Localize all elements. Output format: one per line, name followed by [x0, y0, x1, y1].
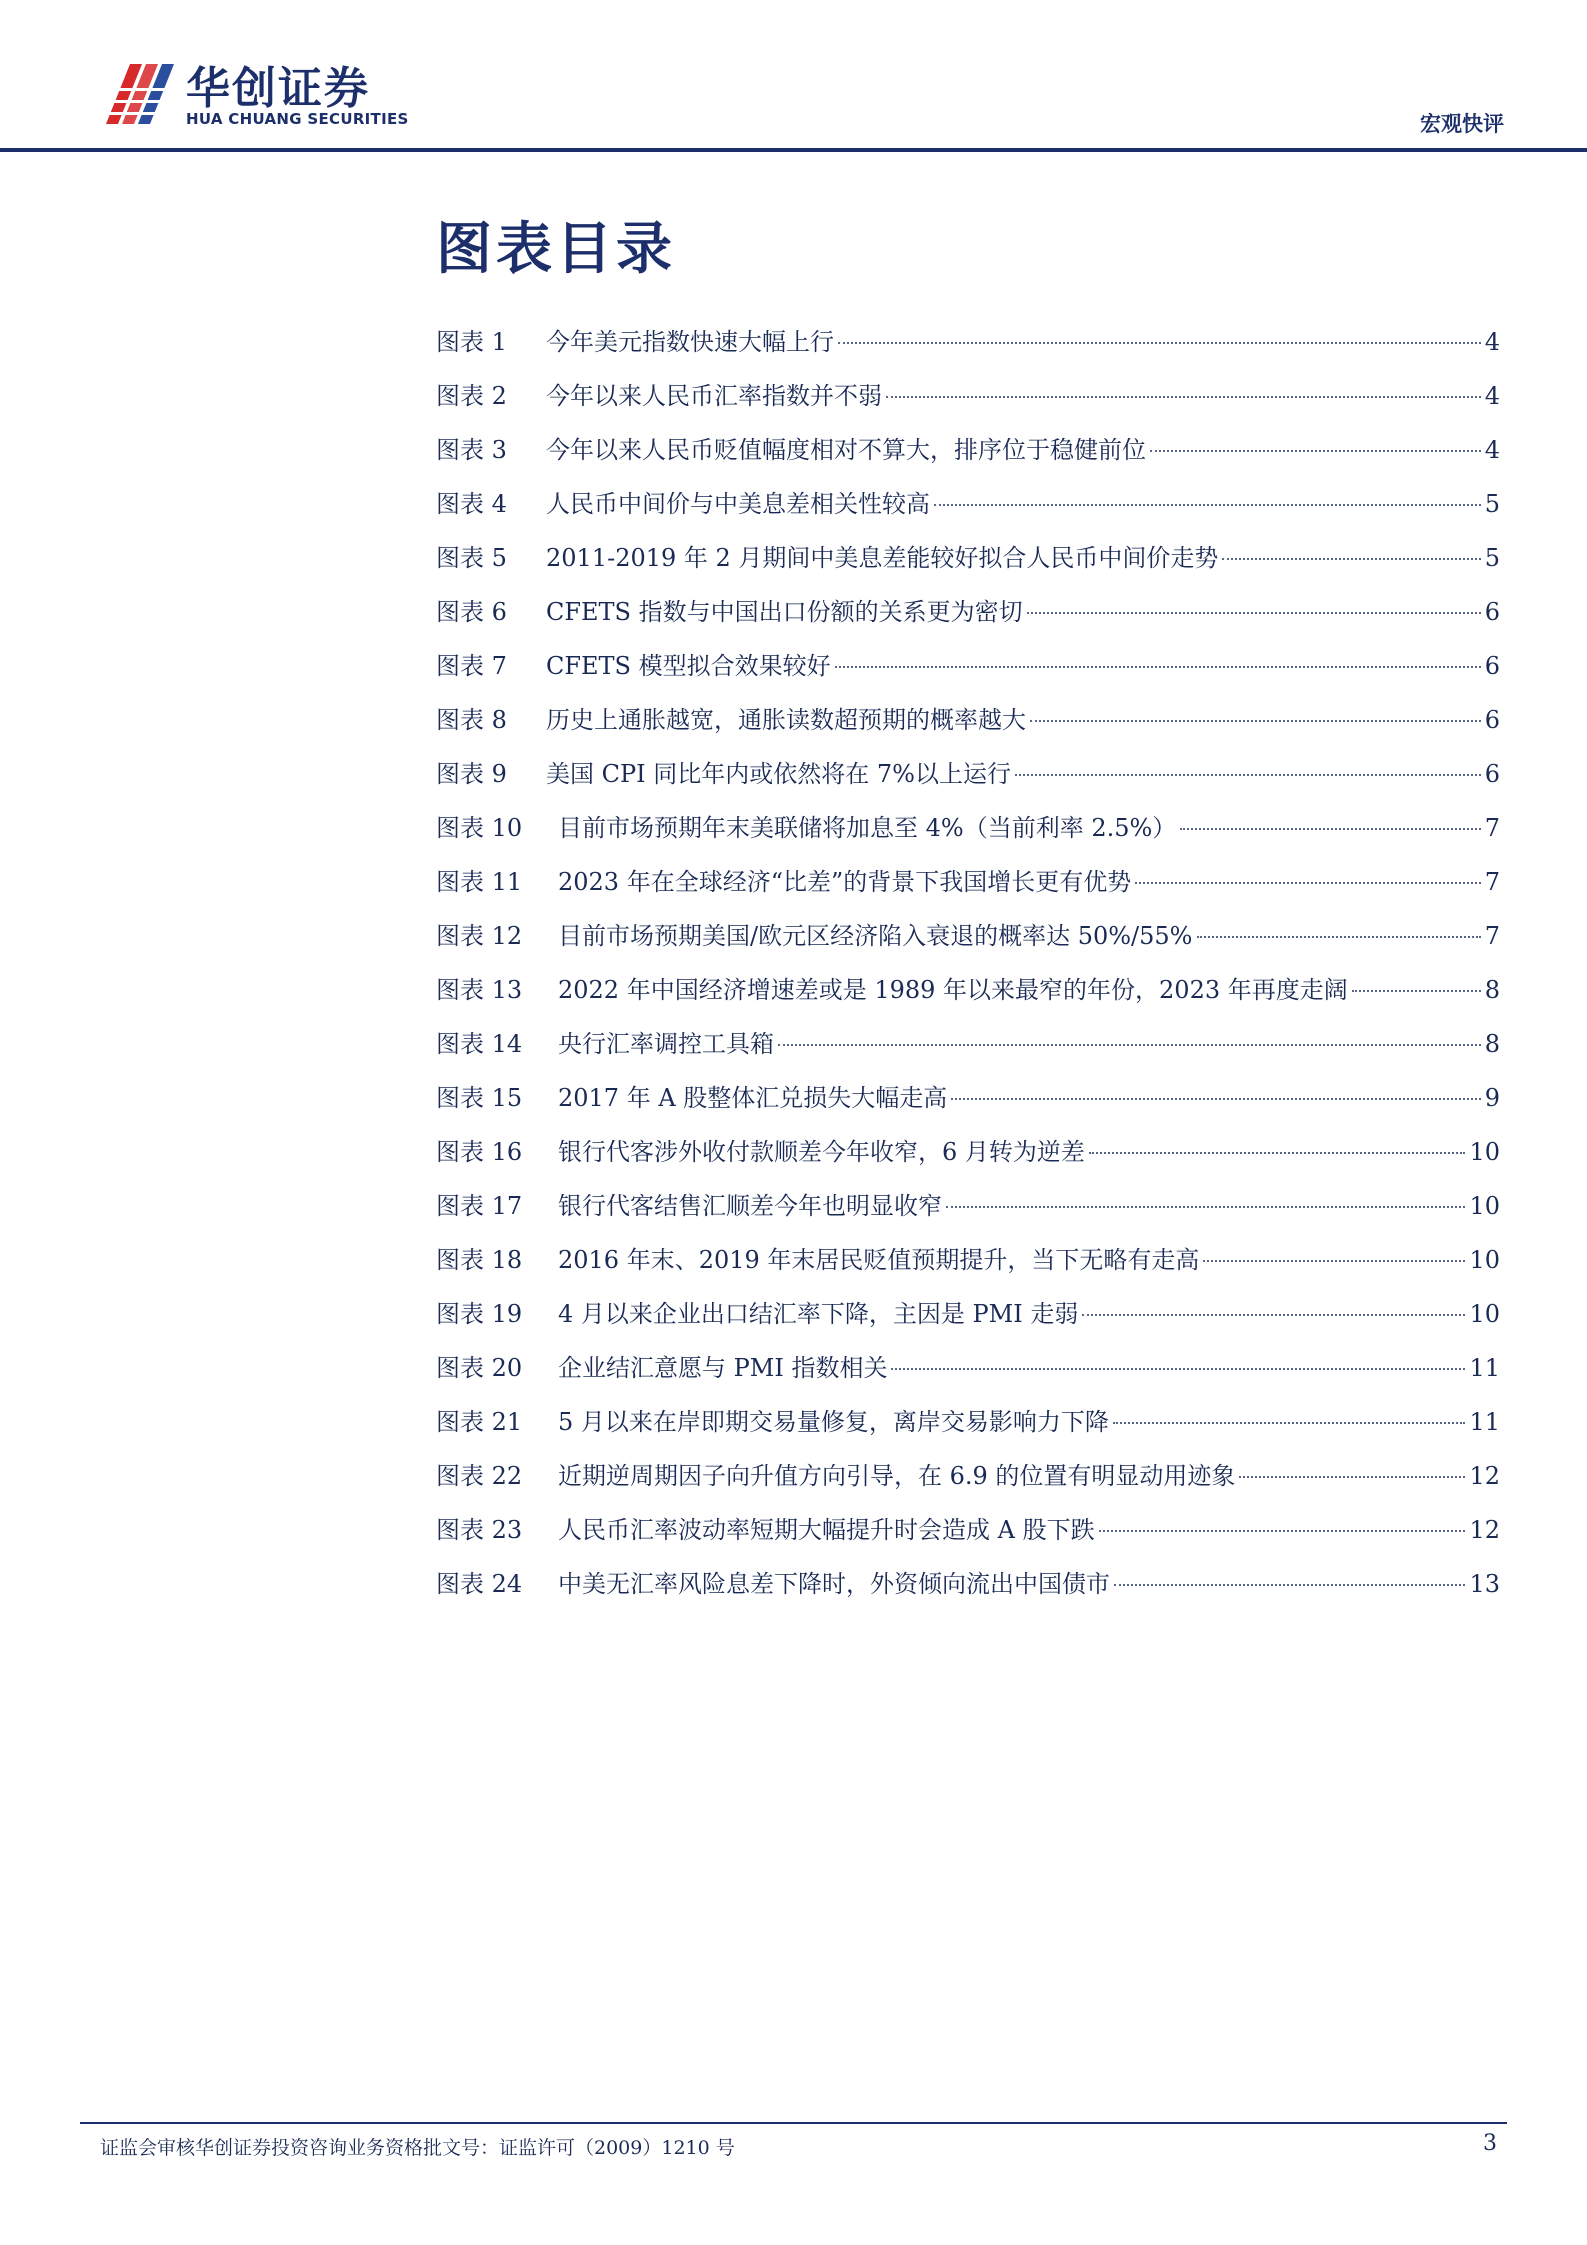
- toc-entry-page: 5: [1484, 544, 1500, 572]
- toc-entry[interactable]: [436, 1078, 1500, 1132]
- toc-leader-dots: [835, 666, 1481, 668]
- page-header: [0, 0, 1587, 160]
- toc-entry-label: 图表 24: [436, 1570, 523, 1598]
- toc-leader-dots: [886, 396, 1481, 398]
- toc-entry-text: 今年以来人民币汇率指数并不弱: [546, 382, 882, 410]
- toc-entry[interactable]: [436, 916, 1500, 970]
- toc-entry[interactable]: [436, 1510, 1500, 1564]
- toc-entry-text: 美国 CPI 同比年内或依然将在 7%以上运行: [546, 760, 1011, 788]
- toc-entry-page: 12: [1469, 1462, 1500, 1490]
- toc-entry-label: 图表 15: [436, 1084, 523, 1112]
- toc-entry-text: 今年美元指数快速大幅上行: [546, 328, 834, 356]
- toc-entry-page: 12: [1469, 1516, 1500, 1544]
- toc-entry-text: 今年以来人民币贬值幅度相对不算大，排序位于稳健前位: [546, 436, 1146, 464]
- toc-leader-dots: [838, 342, 1481, 344]
- toc-entry-label: 图表 21: [436, 1408, 523, 1436]
- toc-entry[interactable]: [436, 970, 1500, 1024]
- toc-entry[interactable]: [436, 592, 1500, 646]
- toc-entry-text: 历史上通胀越宽，通胀读数超预期的概率越大: [546, 706, 1026, 734]
- toc-entry-text: 银行代客涉外收付款顺差今年收窄，6 月转为逆差: [558, 1138, 1085, 1166]
- toc-entry[interactable]: [436, 1024, 1500, 1078]
- toc-entry-text: 银行代客结售汇顺差今年也明显收窄: [558, 1192, 942, 1220]
- toc-leader-dots: [1135, 882, 1480, 884]
- toc-leader-dots: [951, 1098, 1480, 1100]
- toc-entry-label: 图表 23: [436, 1516, 523, 1544]
- toc-entry-page: 7: [1484, 868, 1500, 896]
- logo-mark-icon: [100, 54, 180, 128]
- toc-leader-dots: [1113, 1422, 1466, 1424]
- toc-entry-page: 7: [1484, 922, 1500, 950]
- table-of-figures: [436, 322, 1500, 1618]
- toc-entry[interactable]: [436, 1348, 1500, 1402]
- toc-entry-text: CFETS 模型拟合效果较好: [546, 652, 831, 680]
- header-divider: [0, 148, 1587, 152]
- toc-entry-text: 人民币汇率波动率短期大幅提升时会造成 A 股下跌: [558, 1516, 1095, 1544]
- toc-entry-text: 2016 年末、2019 年末居民贬值预期提升，当下无略有走高: [558, 1246, 1200, 1274]
- toc-entry-text: 4 月以来企业出口结汇率下降，主因是 PMI 走弱: [558, 1300, 1079, 1328]
- toc-leader-dots: [1089, 1152, 1466, 1154]
- toc-entry[interactable]: [436, 700, 1500, 754]
- toc-entry-page: 8: [1484, 976, 1500, 1004]
- toc-entry[interactable]: [436, 484, 1500, 538]
- toc-entry-label: 图表 20: [436, 1354, 523, 1382]
- toc-title: 图表目录: [436, 216, 676, 282]
- toc-entry-label: 图表 10: [436, 814, 523, 842]
- toc-entry[interactable]: [436, 538, 1500, 592]
- toc-entry-page: 11: [1469, 1354, 1500, 1382]
- toc-entry-text: 2022 年中国经济增速差或是 1989 年以来最窄的年份，2023 年再度走阔: [558, 976, 1348, 1004]
- toc-entry[interactable]: [436, 1564, 1500, 1618]
- toc-entry[interactable]: [436, 430, 1500, 484]
- toc-entry-page: 8: [1484, 1030, 1500, 1058]
- toc-entry-page: 6: [1484, 652, 1500, 680]
- footer-divider: [80, 2122, 1507, 2124]
- toc-entry[interactable]: [436, 322, 1500, 376]
- toc-entry-page: 7: [1484, 814, 1500, 842]
- toc-entry-page: 9: [1484, 1084, 1500, 1112]
- toc-entry-text: 2017 年 A 股整体汇兑损失大幅走高: [558, 1084, 948, 1112]
- toc-entry[interactable]: [436, 862, 1500, 916]
- toc-entry-label: 图表 6: [436, 598, 507, 626]
- toc-entry-text: 人民币中间价与中美息差相关性较高: [546, 490, 930, 518]
- toc-entry-page: 4: [1484, 382, 1500, 410]
- toc-entry-page: 10: [1469, 1300, 1500, 1328]
- toc-entry[interactable]: [436, 754, 1500, 808]
- toc-entry-label: 图表 13: [436, 976, 523, 1004]
- toc-entry[interactable]: [436, 808, 1500, 862]
- toc-leader-dots: [1150, 450, 1481, 452]
- toc-leader-dots: [1180, 828, 1480, 830]
- toc-leader-dots: [1027, 612, 1481, 614]
- toc-entry[interactable]: [436, 1132, 1500, 1186]
- toc-entry-label: 图表 11: [436, 868, 523, 896]
- toc-entry-page: 6: [1484, 598, 1500, 626]
- toc-entry-page: 10: [1469, 1246, 1500, 1274]
- toc-entry-text: 中美无汇率风险息差下降时，外资倾向流出中国债市: [558, 1570, 1110, 1598]
- toc-entry-label: 图表 17: [436, 1192, 523, 1220]
- toc-leader-dots: [1352, 990, 1481, 992]
- toc-entry-label: 图表 14: [436, 1030, 523, 1058]
- toc-entry-page: 4: [1484, 436, 1500, 464]
- toc-entry-page: 6: [1484, 760, 1500, 788]
- toc-entry-label: 图表 12: [436, 922, 523, 950]
- toc-leader-dots: [778, 1044, 1481, 1046]
- company-logo: [100, 52, 409, 132]
- toc-entry[interactable]: [436, 646, 1500, 700]
- toc-leader-dots: [1239, 1476, 1465, 1478]
- toc-entry-label: 图表 4: [436, 490, 507, 518]
- logo-english-name: HUA CHUANG SECURITIES: [186, 110, 409, 128]
- toc-leader-dots: [1203, 1260, 1465, 1262]
- toc-leader-dots: [1030, 720, 1481, 722]
- toc-leader-dots: [1015, 774, 1481, 776]
- toc-entry-text: 目前市场预期美国/欧元区经济陷入衰退的概率达 50%/55%: [558, 922, 1193, 950]
- toc-entry-label: 图表 18: [436, 1246, 523, 1274]
- toc-entry-page: 5: [1484, 490, 1500, 518]
- toc-entry-label: 图表 3: [436, 436, 507, 464]
- toc-entry-page: 4: [1484, 328, 1500, 356]
- toc-entry-text: CFETS 指数与中国出口份额的关系更为密切: [546, 598, 1023, 626]
- toc-entry-label: 图表 2: [436, 382, 507, 410]
- footer-license: 证监会审核华创证券投资咨询业务资格批文号：证监许可（2009）1210 号: [100, 2137, 735, 2159]
- logo-chinese-name: 华创证券: [186, 63, 370, 114]
- toc-entry-page: 13: [1469, 1570, 1500, 1598]
- toc-entry-page: 11: [1469, 1408, 1500, 1436]
- toc-entry-text: 近期逆周期因子向升值方向引导，在 6.9 的位置有明显动用迹象: [558, 1462, 1236, 1490]
- toc-leader-dots: [1114, 1584, 1465, 1586]
- toc-entry-text: 2023 年在全球经济“比差”的背景下我国增长更有优势: [558, 868, 1132, 896]
- toc-entry-label: 图表 16: [436, 1138, 523, 1166]
- toc-entry-text: 企业结汇意愿与 PMI 指数相关: [558, 1354, 888, 1382]
- toc-leader-dots: [1099, 1530, 1466, 1532]
- toc-entry-label: 图表 5: [436, 544, 507, 572]
- toc-entry-text: 2011-2019 年 2 月期间中美息差能较好拟合人民币中间价走势: [546, 544, 1219, 572]
- toc-leader-dots: [1197, 936, 1481, 938]
- toc-entry[interactable]: [436, 1186, 1500, 1240]
- toc-entry-label: 图表 8: [436, 706, 507, 734]
- toc-entry[interactable]: [436, 376, 1500, 430]
- toc-leader-dots: [891, 1368, 1465, 1370]
- toc-entry-text: 目前市场预期年末美联储将加息至 4%（当前利率 2.5%）: [558, 814, 1177, 842]
- toc-entry-label: 图表 1: [436, 328, 507, 356]
- toc-entry-text: 5 月以来在岸即期交易量修复，离岸交易影响力下降: [558, 1408, 1109, 1436]
- toc-entry-label: 图表 7: [436, 652, 507, 680]
- toc-entry-label: 图表 9: [436, 760, 507, 788]
- toc-entry-page: 10: [1469, 1138, 1500, 1166]
- toc-entry-text: 央行汇率调控工具箱: [558, 1030, 774, 1058]
- report-type: 宏观快评: [1420, 112, 1504, 136]
- toc-entry[interactable]: [436, 1456, 1500, 1510]
- toc-leader-dots: [1082, 1314, 1465, 1316]
- toc-entry-label: 图表 22: [436, 1462, 523, 1490]
- toc-entry-page: 10: [1469, 1192, 1500, 1220]
- toc-entry[interactable]: [436, 1294, 1500, 1348]
- toc-leader-dots: [934, 504, 1481, 506]
- toc-entry[interactable]: [436, 1240, 1500, 1294]
- toc-entry[interactable]: [436, 1402, 1500, 1456]
- page-number: 3: [1483, 2131, 1497, 2156]
- toc-entry-page: 6: [1484, 706, 1500, 734]
- toc-leader-dots: [1222, 558, 1480, 560]
- toc-leader-dots: [946, 1206, 1465, 1208]
- toc-entry-label: 图表 19: [436, 1300, 523, 1328]
